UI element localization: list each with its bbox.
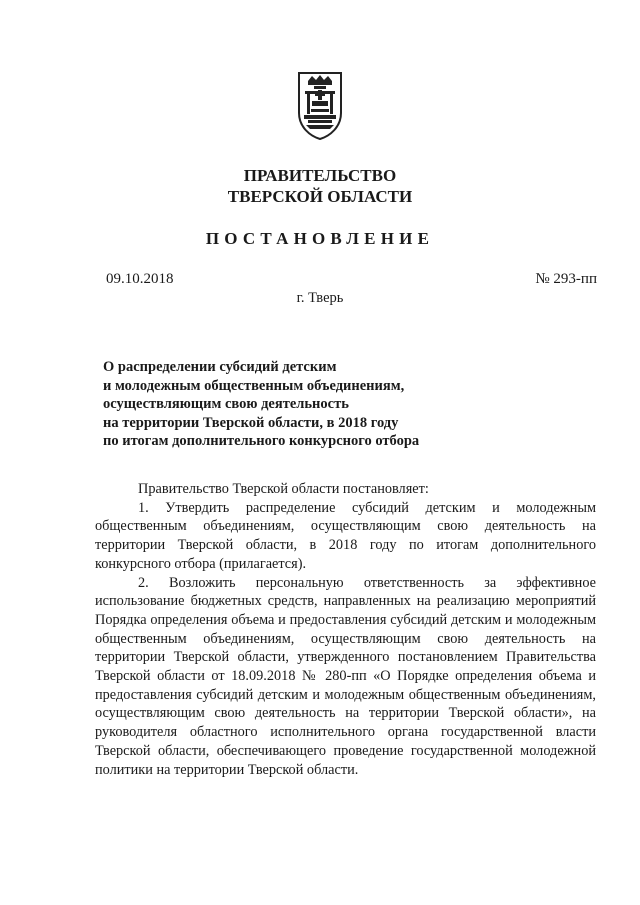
document-type-heading: ПОСТАНОВЛЕНИЕ: [205, 229, 435, 248]
document-city: г. Тверь: [296, 290, 344, 306]
body-paragraph-2: 2. Возложить персональную ответственность за эффективное использование бюджетных средств, направленных на реализацию мероприятий Порядка определения объема и предоставления субсидий детским и молодежным общественным объединениям, осуществляющим свою деятельность на территории Тверской области, утвержденного постановлением Правительства Тверской области от 18.09.2018 № 280-пп «О Порядке определения объема и предоставления субсидий детским и молодежным общественным объединениям, осуществляющим свою деятельность на территории Тверской области», на руководителя областного исполнительного органа государственной власти Тверской области, обеспечивающего проведение государственной молодежной политики на территории Тверской области.: [95, 574, 596, 778]
document-number: № 293-пп: [535, 271, 597, 287]
subject-line: и молодежным общественным объединениям,: [103, 377, 405, 394]
subject-line: осуществляющим свою деятельность: [103, 396, 349, 412]
subject-line: на территории Тверской области, в 2018 году: [103, 414, 399, 431]
subject-line: по итогам дополнительного конкурсного отбора: [103, 433, 420, 449]
document-date: 09.10.2018: [106, 271, 174, 287]
decree-body: [95, 480, 596, 779]
preamble-paragraph: Правительство Тверской области постановляет:: [138, 481, 429, 497]
decree-subject: [103, 358, 419, 451]
government-title-line2: ТВЕРСКОЙ ОБЛАСТИ: [227, 187, 413, 206]
government-title-line1: ПРАВИТЕЛЬСТВО: [243, 166, 397, 185]
coat-of-arms-icon: [296, 71, 344, 141]
subject-line: О распределении субсидий детским: [103, 359, 337, 375]
body-paragraph-1: 1. Утвердить распределение субсидий детским и молодежным общественным объединениям, осуществляющим свою деятельность на территории Тверской области, в 2018 году по итогам дополнительного конкурсного отбора (прилагается).: [95, 499, 596, 572]
